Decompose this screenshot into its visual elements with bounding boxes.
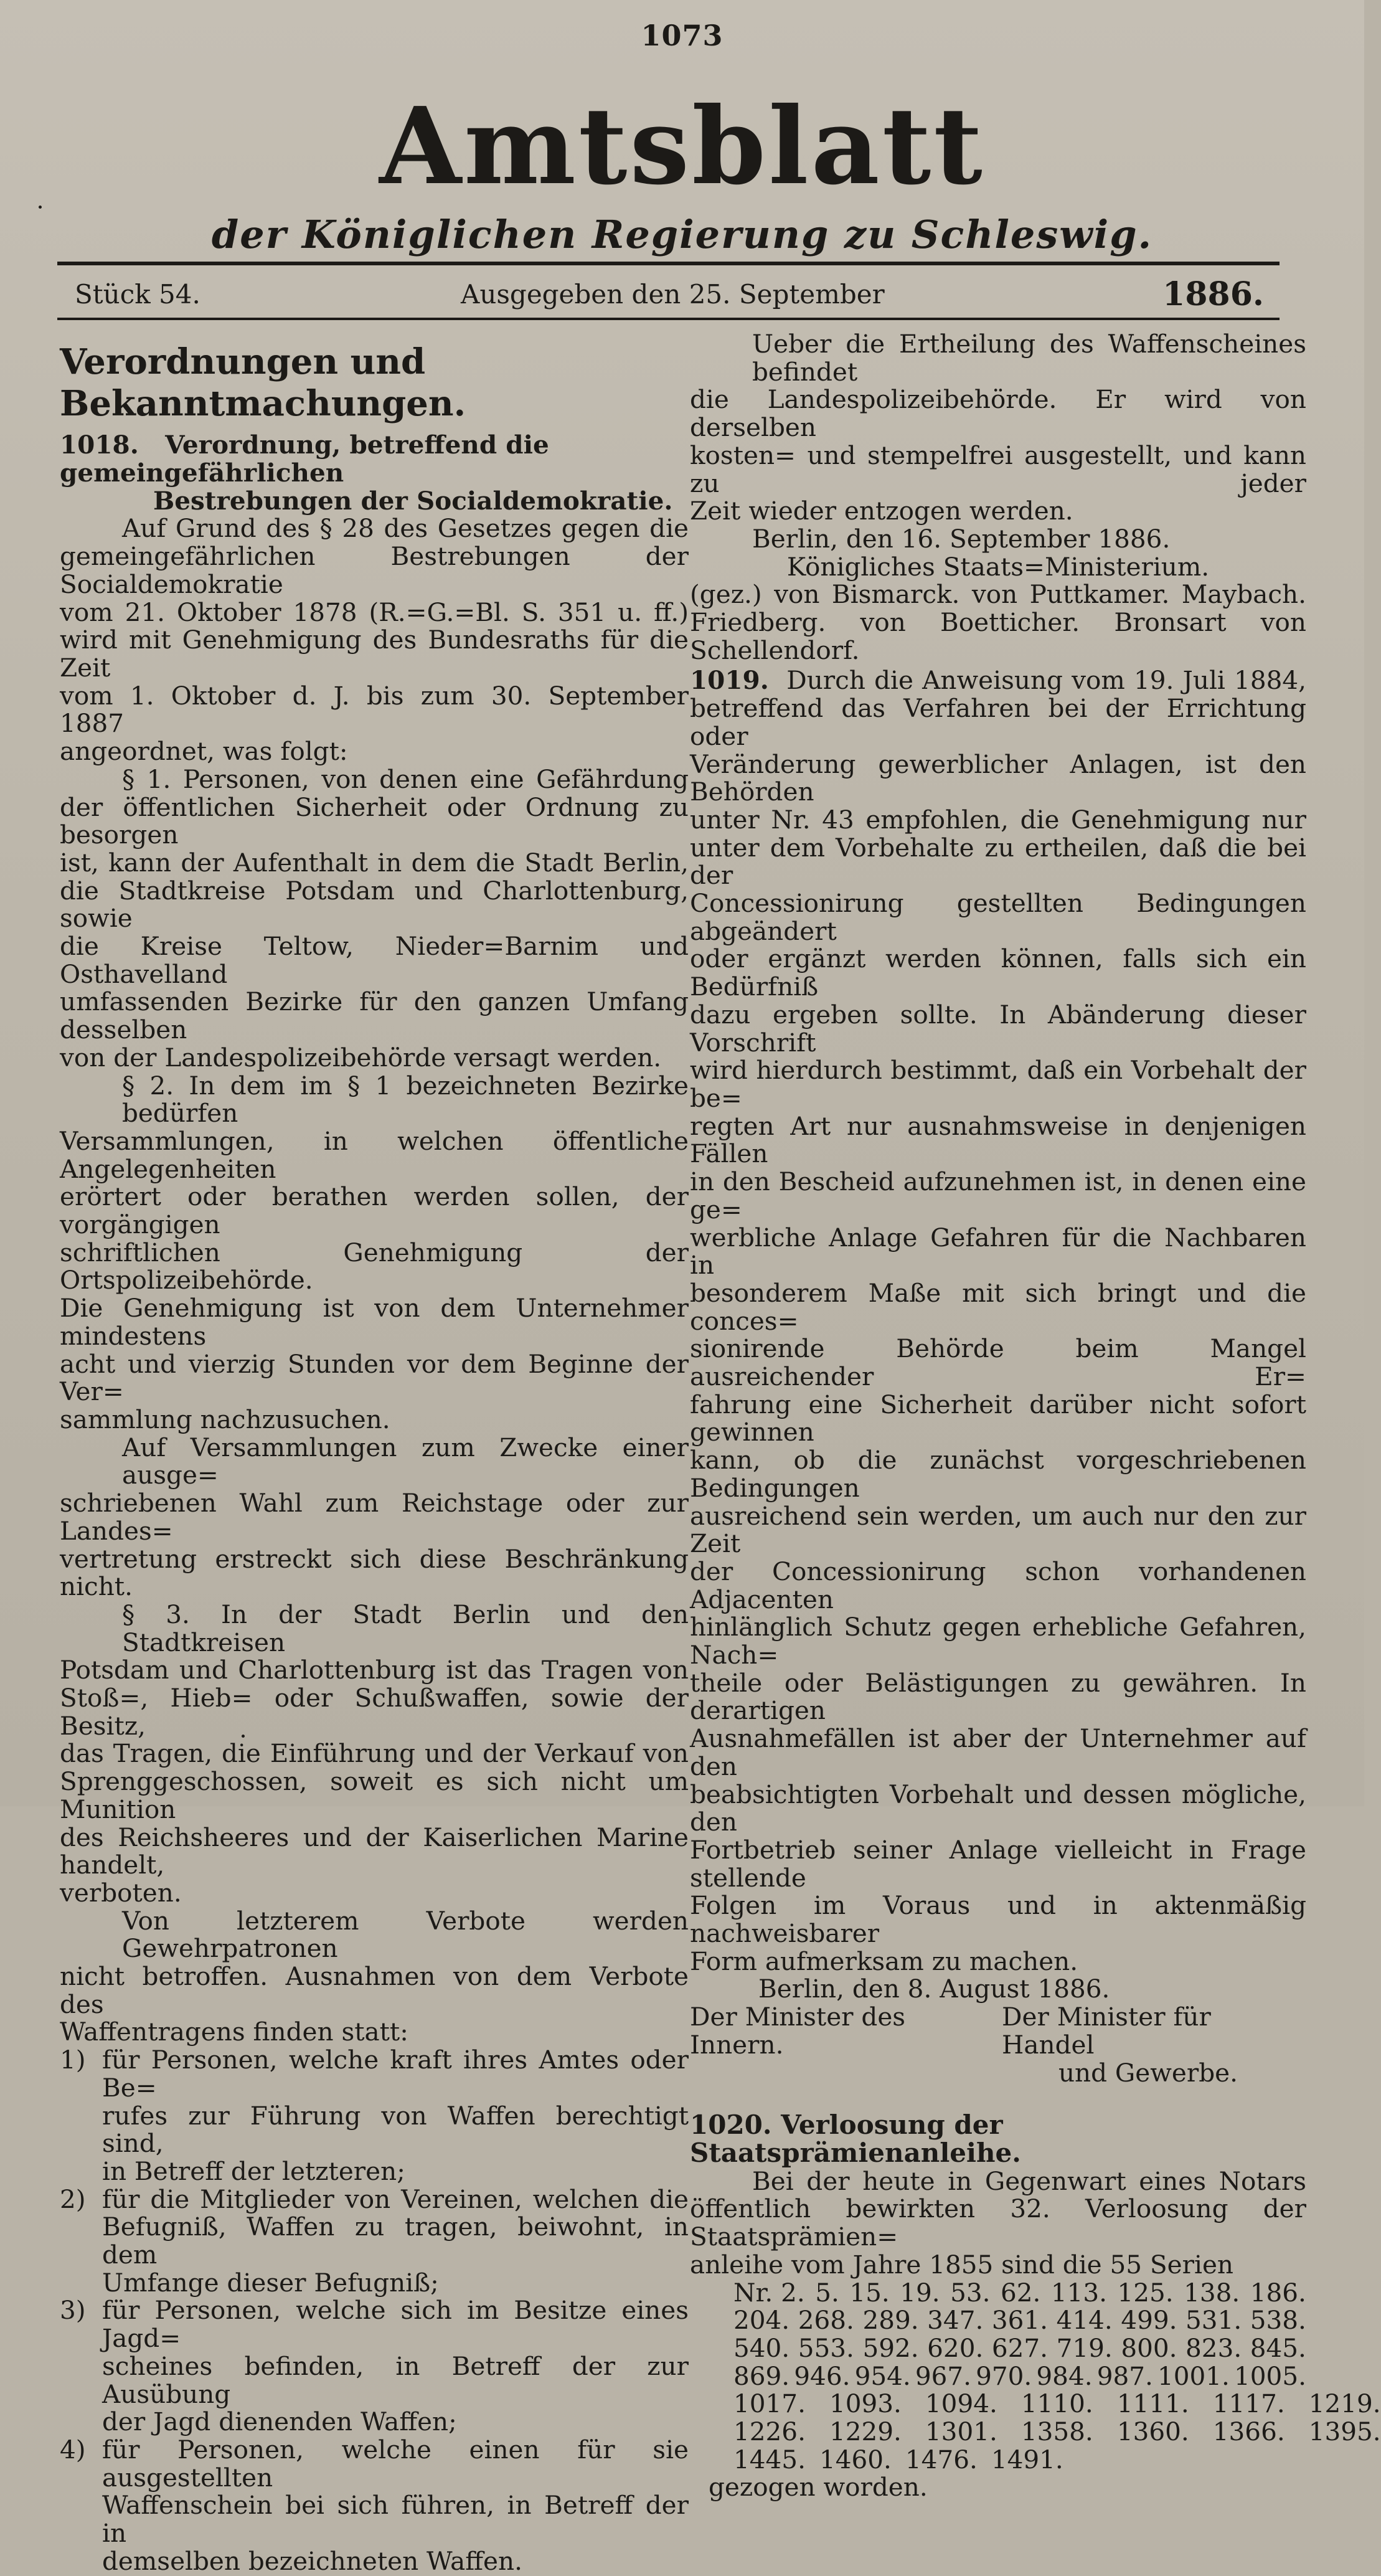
- text-line: Form aufmerksam zu machen.: [690, 1946, 1078, 1976]
- series-number: 347.: [927, 2305, 984, 2336]
- text-line: die Landespolizeibehörde. Er wird von derselben: [690, 384, 1306, 443]
- series-number: 53.: [950, 2277, 991, 2308]
- series-number: 540.: [733, 2332, 790, 2363]
- text-line: der Concessionirung schon vorhandenen Adjacenten: [690, 1556, 1306, 1614]
- masthead-subtitle: der Königlichen Regierung zu Schleswig.: [211, 212, 1153, 257]
- text-line: von der Landespolizeibehörde versagt werden.: [60, 1042, 662, 1073]
- series-number: 1476.: [905, 2444, 978, 2474]
- text-line: Auf Grund des § 28 des Gesetzes gegen die: [122, 513, 689, 544]
- list-item: [60, 2296, 689, 2436]
- text-line: beabsichtigten Vorbehalt und dessen mögliche, den: [690, 1779, 1306, 1837]
- series-number: 538.: [1250, 2305, 1306, 2336]
- series-row: [690, 2334, 1306, 2362]
- list-item: [60, 2046, 689, 2185]
- series-number: 414.: [1056, 2305, 1113, 2336]
- text-line: § 2. In dem im § 1 bezeichneten Bezirke bedürfen: [122, 1070, 689, 1129]
- series-number: 719.: [1056, 2332, 1113, 2363]
- item-1020-title: 1020. Verloosung der Staatsprämienanleihe.: [690, 2110, 1021, 2168]
- text-line: erörtert oder berathen werden sollen, der vorgängigen: [60, 1181, 689, 1240]
- series-number: 553.: [798, 2332, 854, 2363]
- series-number: 845.: [1250, 2332, 1306, 2363]
- text-line: unter dem Vorbehalte zu ertheilen, daß die bei der: [690, 832, 1306, 891]
- text-line: der öffentlichen Sicherheit oder Ordnung zu besorgen: [60, 792, 689, 850]
- text-line: betreffend das Verfahren bei der Errichtung oder: [690, 693, 1306, 751]
- text-line: angeordnet, was folgt:: [60, 736, 348, 767]
- text-line: in den Bescheid aufzunehmen ist, in denen eine ge=: [690, 1167, 1306, 1224]
- paragraph: [690, 330, 1306, 525]
- text-line: werbliche Anlage Gefahren für die Nachbaren in: [690, 1222, 1306, 1281]
- text-line: Versammlungen, in welchen öffentliche Angelegenheiten: [60, 1125, 689, 1184]
- text-line: schriftlichen Genehmigung der Ortspolizeibehörde.: [60, 1237, 689, 1295]
- list-item-number: 2): [60, 2184, 86, 2214]
- text-line: für Personen, welche sich im Besitze eines Jagd=: [102, 2295, 689, 2354]
- text-line: ausreichend sein werden, um auch nur den zur Zeit: [690, 1500, 1306, 1559]
- series-number: Nr. 2.: [733, 2277, 805, 2308]
- text-line: ist, kann der Aufenthalt in dem die Stadt Berlin,: [60, 847, 689, 878]
- exceptions-list: [60, 2046, 689, 2575]
- text-line: sammlung nachzusuchen.: [60, 1404, 390, 1434]
- text-line: für die Mitglieder von Vereinen, welchen die: [102, 2184, 689, 2214]
- paragraph: [60, 1907, 689, 2047]
- text-line: oder ergänzt werden können, falls sich ein Bedürfniß: [690, 944, 1306, 1002]
- series-number: 1017.: [733, 2389, 806, 2419]
- text-line: Umfange dieser Befugniß;: [102, 2267, 439, 2298]
- text-line: § 3. In der Stadt Berlin und den Stadtkreisen: [122, 1599, 689, 1657]
- series-number: 1229.: [829, 2417, 902, 2447]
- series-number: 204.: [733, 2305, 790, 2336]
- series-number: 186.: [1250, 2277, 1306, 2308]
- masthead-title: Amtsblatt: [379, 84, 985, 209]
- series-number: 592.: [862, 2332, 919, 2363]
- text-line: scheines befinden, in Betreff der zur Ausübung: [102, 2351, 689, 2409]
- text-line: Auf Versammlungen zum Zwecke einer ausge=: [122, 1432, 689, 1490]
- series-number: 113.: [1050, 2277, 1107, 2308]
- text-line: § 1. Personen, von denen eine Gefährdung: [122, 764, 689, 794]
- series-row: [690, 2306, 1306, 2334]
- series-number: 1366.: [1212, 2417, 1285, 2447]
- text-line: dazu ergeben sollte. In Abänderung dieser Vorschrift: [690, 999, 1306, 1058]
- text-line: wird hierdurch bestimmt, daß ein Vorbehalt der be=: [690, 1055, 1306, 1113]
- series-list: [690, 2277, 1381, 2474]
- list-item-text: [102, 2436, 689, 2575]
- list-item-text: [102, 2185, 689, 2297]
- series-row: [690, 2417, 1381, 2447]
- series-number: 1301.: [925, 2417, 997, 2447]
- series-number: 361.: [991, 2305, 1049, 2336]
- paragraph: [60, 1601, 689, 1907]
- series-number: 970.: [976, 2361, 1032, 2391]
- list-item: [60, 2185, 689, 2297]
- paragraph: [60, 765, 689, 1072]
- text-line: Sprenggeschossen, soweit es sich nicht um Munition: [60, 1766, 689, 1824]
- paragraph: [60, 1434, 689, 1601]
- series-number: 869.: [733, 2361, 790, 2391]
- series-number: 5.: [815, 2277, 839, 2308]
- text-line: regten Art nur ausnahmsweise in denjenigen Fällen: [690, 1110, 1306, 1169]
- text-line: Von letzterem Verbote werden Gewehrpatronen: [122, 1905, 689, 1964]
- print-speck: [242, 1735, 245, 1738]
- signatories-line: Friedberg. von Boetticher. Bronsart von Schellendorf.: [690, 607, 1306, 665]
- item-1018-title-line1: Verordnung, betreffend die gemeingefährlichen: [60, 430, 549, 488]
- text-line: öffentlich bewirkten 32. Verloosung der Staatsprämien=: [690, 2194, 1306, 2252]
- series-number: 1460.: [819, 2444, 892, 2474]
- text-line: umfassenden Bezirke für den ganzen Umfang desselben: [60, 987, 689, 1045]
- text-line: kann, ob die zunächst vorgeschriebenen Bedingungen: [690, 1445, 1306, 1503]
- ministry-signature: Königliches Staats=Ministerium.: [786, 551, 1210, 582]
- item-1018-number: 1018.: [60, 430, 139, 460]
- issue-date: Ausgegeben den 25. September: [461, 279, 885, 310]
- text-line: vertretung erstreckt sich diese Beschränkung nicht.: [60, 1543, 689, 1602]
- series-number: 946.: [794, 2361, 851, 2391]
- text-line: das Tragen, die Einführung und der Verkauf von: [60, 1738, 689, 1769]
- item-1018-title-line2: Bestrebungen der Socialdemokratie.: [153, 485, 673, 516]
- closing-line: gezogen worden.: [709, 2472, 928, 2503]
- item-1019-number: 1019.: [690, 665, 769, 696]
- series-number: 954.: [854, 2361, 911, 2391]
- text-line: die Kreise Teltow, Nieder=Barnim und Osthavelland: [60, 931, 689, 989]
- text-line: demselben bezeichneten Waffen.: [102, 2545, 522, 2576]
- text-line: für Personen, welche kraft ihres Amtes oder Be=: [102, 2045, 689, 2103]
- series-number: 1093.: [829, 2389, 902, 2419]
- series-number: 987.: [1096, 2361, 1153, 2391]
- text-line: Zeit wieder entzogen werden.: [690, 496, 1073, 526]
- header-rule-bottom: [57, 318, 1280, 320]
- section-heading: Verordnungen und Bekanntmachungen.: [60, 341, 466, 425]
- text-line: Stoß=, Hieb= oder Schußwaffen, sowie der Besitz,: [60, 1683, 689, 1741]
- signature-trade-line2: und Gewerbe.: [1058, 2057, 1238, 2088]
- text-line: Potsdam und Charlottenburg ist das Tragen von: [60, 1655, 689, 1685]
- text-line: besonderem Maße mit sich bringt und die conces=: [690, 1277, 1306, 1336]
- item-1019-first-line: [690, 666, 1306, 694]
- item-1019-body: [690, 694, 1306, 1975]
- series-number: 1117.: [1212, 2389, 1285, 2419]
- left-column: [60, 330, 689, 2575]
- text-line: sionirende Behörde beim Mangel ausreichender Er=: [690, 1333, 1306, 1392]
- text-line: Die Genehmigung ist von dem Unternehmer mindestens: [60, 1293, 689, 1351]
- list-item-number: 3): [60, 2295, 86, 2326]
- series-row: [690, 2446, 1306, 2474]
- signatories-line: (gez.) von Bismarck. von Puttkamer. Maybach.: [690, 579, 1306, 610]
- paragraph: [690, 2167, 1306, 2279]
- text-line: theile oder Belästigungen zu gewähren. In derartigen: [690, 1667, 1306, 1726]
- issue-number: Stück 54.: [75, 279, 200, 310]
- text-line: anleihe vom Jahre 1855 sind die 55 Serien: [690, 2249, 1234, 2280]
- text-line: Concessionirung gestellten Bedingungen abgeändert: [690, 888, 1306, 946]
- series-number: 499.: [1121, 2305, 1177, 2336]
- list-item-number: 4): [60, 2435, 86, 2465]
- series-row: [690, 2389, 1381, 2419]
- series-number: 1094.: [925, 2389, 997, 2419]
- paragraph: [60, 514, 689, 765]
- series-number: 823.: [1185, 2332, 1242, 2363]
- text-line: Bei der heute in Gegenwart eines Notars: [752, 2166, 1306, 2196]
- text-line: Fortbetrieb seiner Anlage vielleicht in Frage stellende: [690, 1834, 1306, 1893]
- series-number: 1005.: [1234, 2361, 1306, 2391]
- text-line: vom 1. Oktober d. J. bis zum 30. September 1887: [60, 680, 689, 739]
- series-number: 1358.: [1020, 2417, 1093, 2447]
- text-line: des Reichsheeres und der Kaiserlichen Marine handelt,: [60, 1822, 689, 1880]
- series-number: 1360.: [1116, 2417, 1189, 2447]
- text-line: unter Nr. 43 empfohlen, die Genehmigung nur: [690, 804, 1306, 835]
- text-line: der Jagd dienenden Waffen;: [102, 2407, 457, 2437]
- page-number: 1073: [641, 19, 723, 52]
- item-1019-first-text: Durch die Anweisung vom 19. Juli 1884,: [786, 665, 1307, 696]
- text-line: Waffenschein bei sich führen, in Betreff der in: [102, 2490, 689, 2549]
- series-number: 125.: [1117, 2277, 1174, 2308]
- text-line: schriebenen Wahl zum Reichstage oder zur Landes=: [60, 1488, 689, 1546]
- series-number: 1226.: [733, 2417, 806, 2447]
- series-number: 531.: [1185, 2305, 1242, 2336]
- list-item-text: [102, 2046, 689, 2185]
- text-line: nicht betroffen. Ausnahmen von dem Verbote des: [60, 1961, 689, 2019]
- text-line: acht und vierzig Stunden vor dem Beginne der Ver=: [60, 1348, 689, 1407]
- text-line: für Personen, welche einen für sie ausgestellten: [102, 2435, 689, 2493]
- text-line: Ueber die Ertheilung des Waffenscheines befindet: [752, 329, 1306, 387]
- text-line: Veränderung gewerblicher Anlagen, ist den Behörden: [690, 749, 1306, 807]
- series-number: 1219.: [1308, 2389, 1381, 2419]
- signature-trade: Der Minister für Handel: [1002, 2002, 1211, 2060]
- series-number: 967.: [915, 2361, 972, 2391]
- print-speck: [39, 206, 42, 209]
- issue-year: 1886.: [1162, 275, 1264, 313]
- text-line: gemeingefährlichen Bestrebungen der Socialdemokratie: [60, 541, 689, 599]
- series-number: 1395.: [1308, 2417, 1381, 2447]
- series-number: 19.: [900, 2277, 940, 2308]
- series-number: 1110.: [1020, 2389, 1093, 2419]
- item-1019: [690, 666, 1306, 1975]
- text-line: vom 21. Oktober 1878 (R.=G.=Bl. S. 351 u. ff.): [60, 597, 689, 627]
- series-number: 1445.: [733, 2444, 806, 2474]
- series-number: 984.: [1036, 2361, 1093, 2391]
- series-number: 268.: [798, 2305, 854, 2336]
- series-number: 627.: [991, 2332, 1049, 2363]
- list-item-number: 1): [60, 2045, 86, 2075]
- item-1018-title: [60, 431, 689, 486]
- list-item: [60, 2436, 689, 2575]
- text-line: Folgen im Voraus und in aktenmäßig nachweisbarer: [690, 1890, 1306, 1949]
- series-number: 1111.: [1116, 2389, 1189, 2419]
- series-number: 800.: [1121, 2332, 1177, 2363]
- series-number: 62.: [1000, 2277, 1041, 2308]
- date-line: Berlin, den 8. August 1886.: [758, 1974, 1110, 2004]
- header-rule-top: [57, 262, 1280, 265]
- text-line: Ausnahmefällen ist aber der Unternehmer auf den: [690, 1723, 1306, 1781]
- paragraph: [60, 1072, 689, 1434]
- series-number: 620.: [927, 2332, 984, 2363]
- text-line: Waffentragens finden statt:: [60, 2017, 408, 2047]
- list-item-text: [102, 2296, 689, 2436]
- text-line: die Stadtkreise Potsdam und Charlottenburg, sowie: [60, 875, 689, 934]
- text-line: in Betreff der letzteren;: [102, 2156, 405, 2186]
- series-number: 15.: [849, 2277, 890, 2308]
- series-row: [690, 2362, 1306, 2390]
- text-line: verboten.: [60, 1877, 182, 1908]
- minister-signatures: [690, 2003, 1306, 2058]
- text-line: kosten= und stempelfrei ausgestellt, und kann zu jeder: [690, 440, 1306, 498]
- date-line: Berlin, den 16. September 1886.: [752, 523, 1171, 554]
- text-line: rufes zur Führung von Waffen berechtigt sind,: [102, 2100, 689, 2159]
- right-column: [690, 329, 1381, 2503]
- text-line: Befugniß, Waffen zu tragen, beiwohnt, in dem: [102, 2212, 689, 2270]
- text-line: wird mit Genehmigung des Bundesraths für die Zeit: [60, 625, 689, 683]
- series-number: 289.: [862, 2305, 919, 2336]
- series-row: [690, 2279, 1306, 2307]
- series-number: 138.: [1184, 2277, 1240, 2308]
- signature-interior: Der Minister des Innern.: [690, 2002, 906, 2060]
- text-line: hinlänglich Schutz gegen erhebliche Gefahren, Nach=: [690, 1612, 1306, 1670]
- text-line: fahrung eine Sicherheit darüber nicht sofort gewinnen: [690, 1389, 1306, 1447]
- series-number: 1001.: [1157, 2361, 1230, 2391]
- issue-line: [75, 275, 1264, 314]
- series-number: 1491.: [991, 2444, 1063, 2474]
